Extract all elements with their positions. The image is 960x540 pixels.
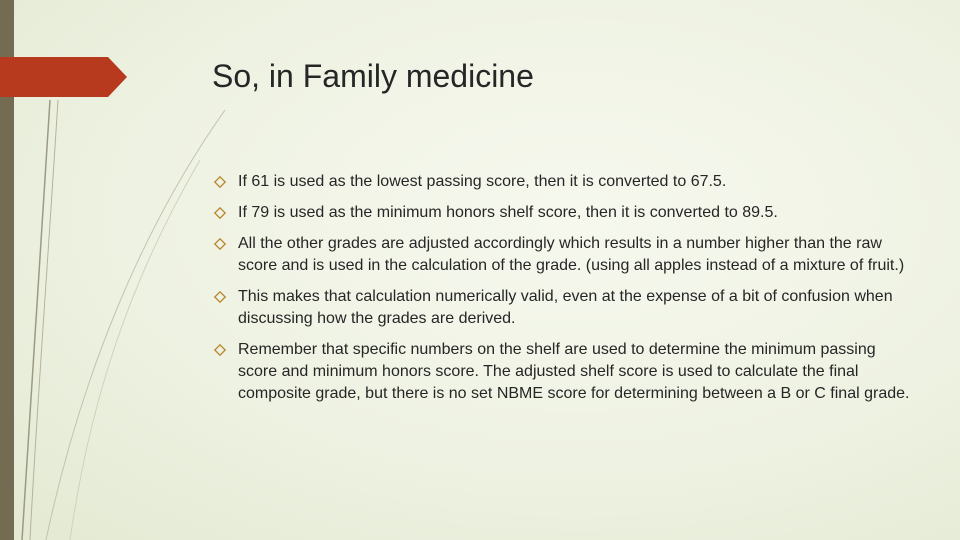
diamond-bullet-icon [214,207,226,219]
bullet-text: If 61 is used as the lowest passing score, then it is converted to 67.5. [238,173,727,190]
diamond-bullet-icon [214,176,226,188]
bullet-item [214,339,914,405]
title-accent-arrow [0,57,127,97]
diamond-bullet-icon [214,291,226,303]
slide-title: So, in Family medicine [212,58,534,94]
bullet-item [214,233,914,277]
diamond-bullet-icon [214,344,226,356]
bullet-item [214,286,914,330]
bullet-item [214,202,914,224]
diamond-bullet-icon [214,238,226,250]
bullet-text: This makes that calculation numerically valid, even at the expense of a bit of confusion when discussing how the grades are derived. [238,288,893,327]
bullet-list [214,171,914,414]
bullet-text: If 79 is used as the minimum honors shelf score, then it is converted to 89.5. [238,204,778,221]
bullet-text: All the other grades are adjusted accordingly which results in a number higher than the raw score and is used in the calculation of the grade. (using all apples instead of a mixture of fruit.) [238,235,905,274]
bullet-item [214,171,914,193]
bullet-text: Remember that specific numbers on the shelf are used to determine the minimum passing score and minimum honors score. The adjusted shelf score is used to calculate the final composite grade, but there is no set NBME score for determining between a B or C final grade. [238,341,910,402]
